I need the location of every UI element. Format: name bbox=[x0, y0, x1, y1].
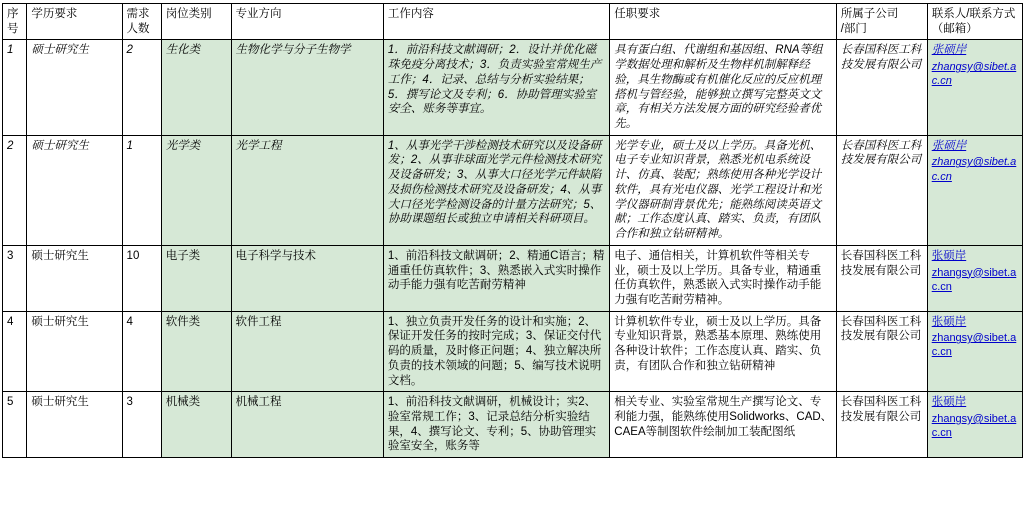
cell-education: 硕士研究生 bbox=[27, 40, 122, 135]
cell-work-content: 1．前沿科技文献调研；2．设计并优化磁珠免疫分离技术；3．负责实验室常规生产工作；4．记录、总结与分析实验结果；5．撰写论文及专利；6．协助管理实验室安全、账务等事宜。 bbox=[383, 40, 609, 135]
cell-education: 硕士研究生 bbox=[27, 311, 122, 392]
header-major: 专业方向 bbox=[231, 4, 383, 40]
cell-major: 软件工程 bbox=[231, 311, 383, 392]
header-education: 学历要求 bbox=[27, 4, 122, 40]
cell-education: 硕士研究生 bbox=[27, 392, 122, 458]
contact-email-link[interactable]: zhangsy@sibet.ac.cn bbox=[931, 266, 1017, 293]
table-row bbox=[3, 311, 1023, 392]
header-dept bbox=[836, 4, 927, 40]
cell-work-content: 1、前沿科技文献调研；2、精通C语言；精通重任仿真软件；3、熟悉嵌入式实时操作动手能力强有吃苦耐劳精神 bbox=[383, 245, 609, 311]
cell-index: 2 bbox=[3, 135, 27, 245]
contact-name-link[interactable]: 张硕岸 bbox=[931, 44, 967, 57]
cell-count: 4 bbox=[122, 311, 161, 392]
cell-education: 硕士研究生 bbox=[27, 245, 122, 311]
cell-major: 光学工程 bbox=[231, 135, 383, 245]
table-row bbox=[3, 392, 1023, 458]
cell-requirements: 具有蛋白组、代谢组和基因组、RNA等组学数据处理和解析及生物样机制解释经验，具生物酶或有机催化反应的反应机理搭机与管经验，能够独立撰写完整英文文章，有相关方法发展方面的研究经验者优先。 bbox=[610, 40, 836, 135]
contact-name-link[interactable]: 张硕岸 bbox=[931, 249, 967, 262]
table-row bbox=[3, 135, 1023, 245]
contact-name-link[interactable]: 张硕岸 bbox=[931, 139, 967, 152]
cell-count: 10 bbox=[122, 245, 161, 311]
header-dept-line1: 所属子公司 bbox=[840, 8, 899, 20]
header-category: 岗位类别 bbox=[161, 4, 231, 40]
header-count-line2: 人数 bbox=[126, 22, 150, 35]
cell-count: 2 bbox=[122, 40, 161, 135]
cell-requirements: 计算机软件专业，硕士及以上学历。具备专业知识背景，熟悉基本原理、熟练使用各种设计软件；工作态度认真、踏实、负责，有团队合作和独立钻研精神 bbox=[610, 311, 836, 392]
header-count-line1: 需求 bbox=[126, 8, 150, 20]
cell-index: 4 bbox=[3, 311, 27, 392]
cell-requirements: 光学专业，硕士及以上学历。具备光机、电子专业知识背景，熟悉光机电系统设计、仿真、装配；熟练使用各种光学设计软件，具有光电仪器、光学工程设计和光学仪器研制背景优先；能熟练阅读英语文献；工作态度认真、踏实、负责，有团队合作和独立钻研精神。 bbox=[610, 135, 836, 245]
cell-count: 3 bbox=[122, 392, 161, 458]
header-index-line1: 序 bbox=[7, 8, 19, 20]
cell-major: 电子科学与技术 bbox=[231, 245, 383, 311]
cell-requirements: 电子、通信相关，计算机软件等相关专业，硕士及以上学历。具备专业，精通重任仿真软件，熟悉嵌入式实时操作动手能力强有吃苦耐劳精神。 bbox=[610, 245, 836, 311]
table-header-row bbox=[3, 4, 1023, 40]
contact-email-link[interactable]: zhangsy@sibet.ac.cn bbox=[931, 332, 1017, 359]
job-listing-table bbox=[2, 3, 1023, 458]
contact-name-link[interactable]: 张硕岸 bbox=[931, 315, 967, 328]
cell-category: 生化类 bbox=[161, 40, 231, 135]
table-body bbox=[3, 40, 1023, 458]
cell-contact bbox=[927, 245, 1022, 311]
header-count bbox=[122, 4, 161, 40]
cell-requirements: 相关专业、实验室常规生产撰写论文、专利能力强，能熟练使用Solidworks、CAD、CAEA等制图软件绘制加工装配图纸 bbox=[610, 392, 836, 458]
cell-dept: 长春国科医工科技发展有限公司 bbox=[836, 311, 927, 392]
contact-email-link[interactable]: zhangsy@sibet.ac.cn bbox=[931, 61, 1017, 88]
header-index bbox=[3, 4, 27, 40]
cell-category: 光学类 bbox=[161, 135, 231, 245]
header-index-line2: 号 bbox=[7, 22, 19, 35]
contact-email-link[interactable]: zhangsy@sibet.ac.cn bbox=[931, 156, 1017, 183]
cell-category: 电子类 bbox=[161, 245, 231, 311]
cell-dept: 长春国科医工科技发展有限公司 bbox=[836, 392, 927, 458]
cell-major: 机械工程 bbox=[231, 392, 383, 458]
header-dept-line2: /部门 bbox=[840, 22, 867, 35]
cell-category: 软件类 bbox=[161, 311, 231, 392]
cell-index: 1 bbox=[3, 40, 27, 135]
header-work-content: 工作内容 bbox=[383, 4, 609, 40]
cell-dept: 长春国科医工科技发展有限公司 bbox=[836, 245, 927, 311]
cell-dept: 长春国科医工科技发展有限公司 bbox=[836, 135, 927, 245]
contact-email-link[interactable]: zhangsy@sibet.ac.cn bbox=[931, 412, 1017, 440]
cell-index: 5 bbox=[3, 392, 27, 458]
cell-work-content: 1、独立负责开发任务的设计和实施；2、保证开发任务的按时完成；3、保证交付代码的质量，及时修正问题；4、独立解决所负责的技术领域的问题；5、编写技术说明文档。 bbox=[383, 311, 609, 392]
cell-contact bbox=[927, 135, 1022, 245]
cell-contact bbox=[927, 392, 1022, 458]
cell-index: 3 bbox=[3, 245, 27, 311]
header-requirements: 任职要求 bbox=[610, 4, 836, 40]
cell-education: 硕士研究生 bbox=[27, 135, 122, 245]
cell-contact bbox=[927, 311, 1022, 392]
header-contact bbox=[927, 4, 1022, 40]
cell-contact bbox=[927, 40, 1022, 135]
header-contact-line1: 联系人/联系方式 bbox=[931, 8, 1016, 20]
cell-work-content: 1、前沿科技文献调研，机械设计；实2、验室常规工作；3、记录总结分析实验结果，4、撰写论文、专利；5、协助管理实验室安全，账务等 bbox=[383, 392, 609, 458]
cell-major: 生物化学与分子生物学 bbox=[231, 40, 383, 135]
cell-count: 1 bbox=[122, 135, 161, 245]
contact-name-link[interactable]: 张硕岸 bbox=[931, 396, 967, 409]
cell-dept: 长春国科医工科技发展有限公司 bbox=[836, 40, 927, 135]
table-row bbox=[3, 245, 1023, 311]
cell-work-content: 1、从事光学干涉检测技术研究以及设备研发；2、从事非球面光学元件检测技术研究及设备研发；3、从事大口径光学元件缺陷及损伤检测技术研究及设备研发；4、从事大口径光学检测设备的计量方法研究；5、协助课题组长或独立申请相关科研项目。 bbox=[383, 135, 609, 245]
cell-category: 机械类 bbox=[161, 392, 231, 458]
table-row bbox=[3, 40, 1023, 135]
header-contact-line2: （邮箱） bbox=[931, 22, 978, 35]
